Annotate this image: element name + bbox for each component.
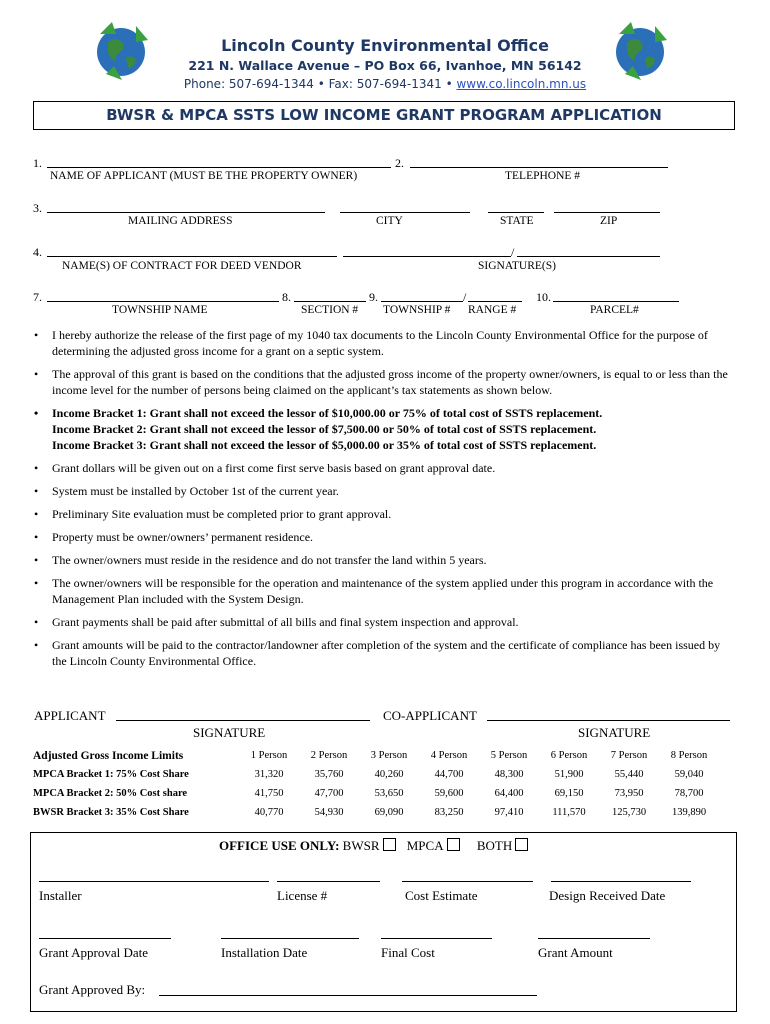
section-field[interactable] [294, 301, 366, 302]
applicant-name-field[interactable] [47, 167, 391, 168]
table-cell: 47,700 [314, 788, 344, 799]
field-number: 9. [369, 290, 378, 304]
final-cost-field[interactable] [381, 938, 492, 939]
table-cell: 78,700 [674, 788, 704, 799]
both-checkbox[interactable] [515, 838, 528, 851]
table-cell: 139,890 [671, 807, 707, 818]
field-number: 2. [395, 156, 404, 170]
table-row [33, 784, 719, 803]
table-cell: 44,700 [434, 769, 464, 780]
table-cell: 111,570 [552, 807, 586, 818]
bracket-2: Income Bracket 2: Grant shall not exceed the lessor of $7,500.00 or 50% of total cost of SSTS replacement. [52, 422, 597, 436]
section-label: SECTION # [301, 304, 359, 316]
table-cell: 48,300 [494, 769, 524, 780]
bwsr-checkbox[interactable] [383, 838, 396, 851]
grant-approval-date-label: Grant Approval Date [39, 945, 149, 960]
table-row [33, 765, 719, 784]
slash: / [511, 245, 515, 259]
co-applicant-signature-field[interactable] [487, 720, 730, 721]
table-cell: 69,090 [374, 807, 404, 818]
grant-amount-label: Grant Amount [538, 945, 613, 960]
field-number: 4. [33, 245, 42, 259]
table-cell: 51,900 [554, 769, 584, 780]
list-item: • Grant dollars will be given out on a first come first serve basis based on grant approval date. [32, 460, 732, 476]
parcel-label: PARCEL# [590, 304, 639, 316]
table-cell: 125,730 [611, 807, 647, 818]
table-cell: 73,950 [614, 788, 644, 799]
vendor-names-label: NAME(S) OF CONTRACT FOR DEED VENDOR [62, 260, 302, 272]
signatures-field-2[interactable] [517, 256, 660, 257]
row-label: MPCA Bracket 2: 50% Cost share [33, 788, 188, 799]
list-item: • Preliminary Site evaluation must be completed prior to grant approval. [32, 506, 732, 522]
final-cost-label: Final Cost [381, 945, 435, 960]
co-applicant-signature-caption: SIGNATURE [578, 725, 651, 740]
city-field[interactable] [340, 212, 470, 213]
license-field[interactable] [277, 881, 380, 882]
list-item: • The approval of this grant is based on the conditions that the adjusted gross income of the property owner/owners, is equal to or less than the income level for the number of persons being claimed on the applicant’s tax statements as shown below. [32, 366, 732, 398]
field-number: 3. [33, 201, 42, 215]
installation-date-label: Installation Date [221, 945, 308, 960]
list-item: • System must be installed by October 1st of the current year. [32, 483, 732, 499]
telephone-label: TELEPHONE # [505, 170, 581, 182]
telephone-field[interactable] [410, 167, 668, 168]
bracket-1: • Income Bracket 1: Grant shall not exceed the lessor of $10,000.00 or 75% of total cost of SSTS replacement. [52, 406, 603, 420]
office-contact [0, 77, 770, 91]
grant-approved-by-label: Grant Approved By: [39, 982, 146, 997]
table-cell: 97,410 [494, 807, 524, 818]
table-cell: 54,930 [314, 807, 344, 818]
table-cell: 83,250 [434, 807, 464, 818]
table-header-cell: 3 Person [370, 750, 408, 761]
cost-estimate-label: Cost Estimate [405, 888, 478, 903]
table-header-row [33, 746, 719, 765]
office-use-box [30, 832, 737, 1012]
state-label: STATE [500, 215, 534, 227]
list-item: • I hereby authorize the release of the first page of my 1040 tax documents to the Lincoln County Environmental Office for the purpose of determining the adjusted gross income for a grant on a septic system. [32, 327, 732, 359]
list-item: • Grant amounts will be paid to the contractor/landowner after completion of the system and the certificate of compliance has been issued by the Lincoln County Environmental Office. [32, 637, 732, 669]
zip-label: ZIP [600, 215, 618, 227]
co-applicant-label: CO-APPLICANT [383, 708, 477, 723]
office-use-header [219, 838, 528, 854]
table-header-cell: 1 Person [250, 750, 288, 761]
table-cell: 53,650 [374, 788, 404, 799]
applicant-name-label: NAME OF APPLICANT (MUST BE THE PROPERTY OWNER) [50, 170, 358, 182]
table-header-cell: 4 Person [430, 750, 468, 761]
bwsr-label: BWSR [342, 838, 380, 853]
office-use-title: OFFICE USE ONLY: [219, 838, 340, 853]
township-name-field[interactable] [47, 301, 279, 302]
installer-label: Installer [39, 888, 82, 903]
table-cell: 55,440 [614, 769, 644, 780]
list-item: • Property must be owner/owners’ permanent residence. [32, 529, 732, 545]
applicant-signature-caption: SIGNATURE [193, 725, 266, 740]
website-link[interactable]: www.co.lincoln.mn.us [456, 77, 587, 91]
table-cell: 69,150 [554, 788, 584, 799]
table-header-cell: 8 Person [670, 750, 708, 761]
row-label: MPCA Bracket 1: 75% Cost Share [33, 769, 189, 780]
city-label: CITY [376, 215, 403, 227]
design-received-field[interactable] [551, 881, 691, 882]
state-field[interactable] [488, 212, 544, 213]
list-item: • Grant payments shall be paid after submittal of all bills and final system inspection and approval. [32, 614, 732, 630]
table-cell: 59,600 [434, 788, 464, 799]
grant-amount-field[interactable] [538, 938, 650, 939]
installation-date-field[interactable] [221, 938, 359, 939]
table-header-cell: 2 Person [310, 750, 348, 761]
office-name: Lincoln County Environmental Office [221, 36, 549, 55]
field-number: 1. [33, 156, 42, 170]
mailing-address-field[interactable] [47, 212, 325, 213]
table-header-label: Adjusted Gross Income Limits [33, 749, 184, 762]
signatures-field-1[interactable] [343, 256, 511, 257]
terms-list [32, 327, 732, 676]
field-number: 7. [33, 290, 42, 304]
table-header-cell: 7 Person [610, 750, 648, 761]
table-cell: 41,750 [254, 788, 284, 799]
field-number: 10. [536, 290, 551, 304]
office-address: 221 N. Wallace Avenue – PO Box 66, Ivanhoe, MN 56142 [188, 58, 582, 73]
applicant-label: APPLICANT [34, 708, 106, 723]
mailing-address-label: MAILING ADDRESS [128, 215, 233, 227]
slash: / [463, 290, 467, 304]
township-number-field[interactable] [381, 301, 463, 302]
mpca-checkbox[interactable] [447, 838, 460, 851]
table-cell: 40,260 [374, 769, 404, 780]
township-number-label: TOWNSHIP # [383, 304, 451, 316]
list-item-income-brackets [32, 405, 732, 453]
mpca-label: MPCA [406, 838, 444, 853]
list-item: • The owner/owners must reside in the residence and do not transfer the land within 5 years. [32, 552, 732, 568]
zip-field[interactable] [554, 212, 660, 213]
list-item: • The owner/owners will be responsible for the operation and maintenance of the system applied under this program in accordance with the Management Plan included with the System Design. [32, 575, 732, 607]
range-label: RANGE # [468, 304, 517, 316]
cost-estimate-field[interactable] [402, 881, 533, 882]
township-name-label: TOWNSHIP NAME [112, 304, 208, 316]
grant-approved-by-field[interactable] [159, 995, 537, 996]
table-header-cell: 5 Person [490, 750, 528, 761]
both-label: BOTH [476, 838, 513, 853]
vendor-names-field[interactable] [47, 256, 337, 257]
income-limits-table [33, 746, 719, 822]
field-number: 8. [282, 290, 291, 304]
license-label: License # [277, 888, 328, 903]
phone-fax: Phone: 507-694-1344 • Fax: 507-694-1341 • [183, 77, 457, 91]
table-row [33, 803, 719, 822]
table-cell: 64,400 [494, 788, 524, 799]
form-title: BWSR & MPCA SSTS LOW INCOME GRANT PROGRAM APPLICATION [33, 101, 735, 130]
installer-field[interactable] [39, 881, 269, 882]
table-cell: 35,760 [314, 769, 344, 780]
signatures-label: SIGNATURE(S) [478, 260, 556, 272]
table-cell: 31,320 [254, 769, 284, 780]
table-cell: 40,770 [254, 807, 284, 818]
parcel-field[interactable] [553, 301, 679, 302]
table-cell: 59,040 [674, 769, 704, 780]
design-received-label: Design Received Date [549, 888, 666, 903]
row-label: BWSR Bracket 3: 35% Cost Share [33, 807, 189, 818]
range-field[interactable] [468, 301, 522, 302]
grant-approval-date-field[interactable] [39, 938, 171, 939]
bracket-3: Income Bracket 3: Grant shall not exceed the lessor of $5,000.00 or 35% of total cost of SSTS replacement. [52, 438, 597, 452]
table-header-cell: 6 Person [550, 750, 588, 761]
applicant-signature-field[interactable] [116, 720, 370, 721]
